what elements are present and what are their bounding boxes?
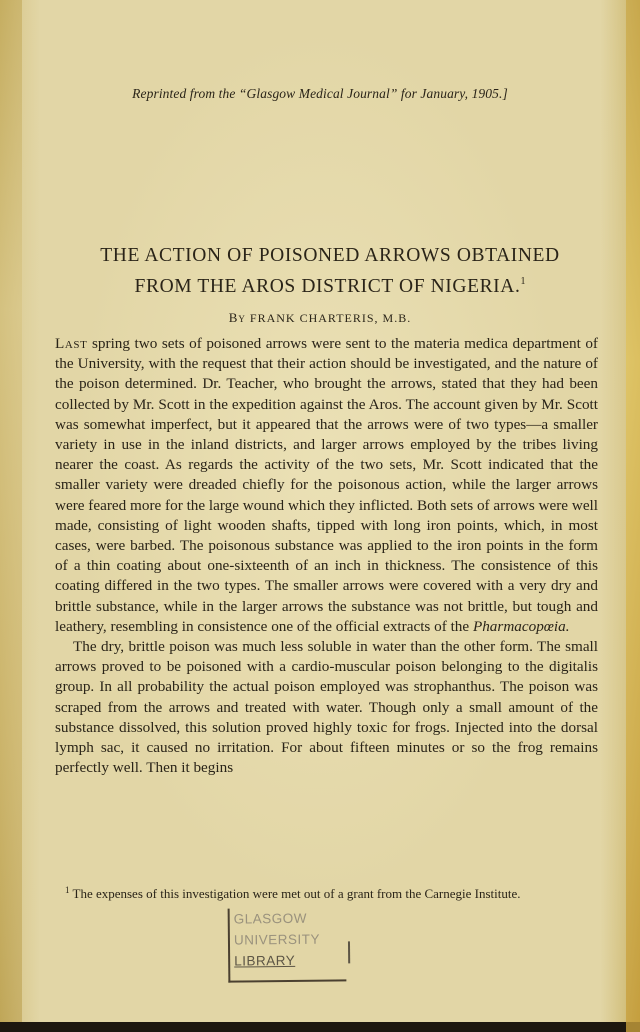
- article-title: [60, 243, 600, 300]
- stamp-line-2: UNIVERSITY: [233, 931, 321, 948]
- author-byline: [0, 310, 640, 326]
- title-line-1: THE ACTION OF POISONED ARROWS OBTAINED: [100, 245, 560, 266]
- paragraph-1-lead: Last: [55, 335, 88, 352]
- title-line-2-text: FROM THE AROS DISTRICT OF NIGERIA.: [134, 276, 521, 297]
- page-bottom-edge: [0, 1022, 640, 1032]
- title-line-2: [60, 269, 600, 300]
- paragraph-1-text: spring two sets of poisoned arrows were sent to the materia medica department of the University, with the request that their action should be investigated, and the nature of the poison determined. Dr. Teacher, who brought the arrows, stated that they had been collected by Mr. Scott in the expedition against the Aros. The account given by Mr. Scott was somewhat imperfect, but it appeared that the arrows were of two types—a smaller variety in use in the inland districts, and larger arrows employed by the tribes living nearer the coast. As regards the activity of the two sets, Mr. Scott indicated that the smaller variety were dreaded chiefly for the poisonous action, while the larger arrows were feared more for the large wound which they inflicted. Both sets of arrows were well made, consisting of light wooden shafts, tipped with long iron points, which, in most cases, were barbed. The poisonous substance was applied to the iron points in the form of a thin coating about one-sixteenth of an inch in thickness. The consistence of this coating differed in the two types. The smaller arrows were covered with a very dry and brittle substance, while in the larger arrows the substance was not brittle, but tough and leathery, resembling in consistence one of the official extracts of the: [55, 335, 598, 635]
- article-body: [55, 334, 598, 778]
- stamp-line-1: GLASGOW: [233, 910, 308, 927]
- byline-by: By: [228, 310, 246, 325]
- paragraph-1-italic: Pharmacopœia.: [472, 617, 570, 635]
- byline-author: FRANK CHARTERIS, M.B.: [249, 311, 412, 325]
- stamp-bracket: [348, 941, 350, 963]
- paragraph-2: The dry, brittle poison was much less soluble in water than the other form. The small arrows proved to be poisoned with a cardio-muscular poison belonging to the digitalis group. In all probability the actual poison employed was strophanthus. The poison was scraped from the arrows and treated with water. Though only a small amount of the substance dissolved, this solution proved highly toxic for frogs. Injected into the dorsal lymph sac, it caused no irritation. For about fifteen minutes or so the frog remains perfectly well. Then it begins: [55, 638, 598, 777]
- footnote-text: The expenses of this investigation were met out of a grant from the Carnegie Institute.: [72, 886, 521, 901]
- reprint-notice: Reprinted from the “Glasgow Medical Journal” for January, 1905.]: [132, 86, 508, 101]
- title-footnote-mark: 1: [520, 276, 526, 287]
- footnote-mark: 1: [65, 885, 70, 895]
- paragraph-1: [55, 334, 598, 637]
- footnote: [55, 883, 598, 901]
- stamp-line-3: LIBRARY: [234, 952, 296, 969]
- library-stamp: [228, 907, 347, 982]
